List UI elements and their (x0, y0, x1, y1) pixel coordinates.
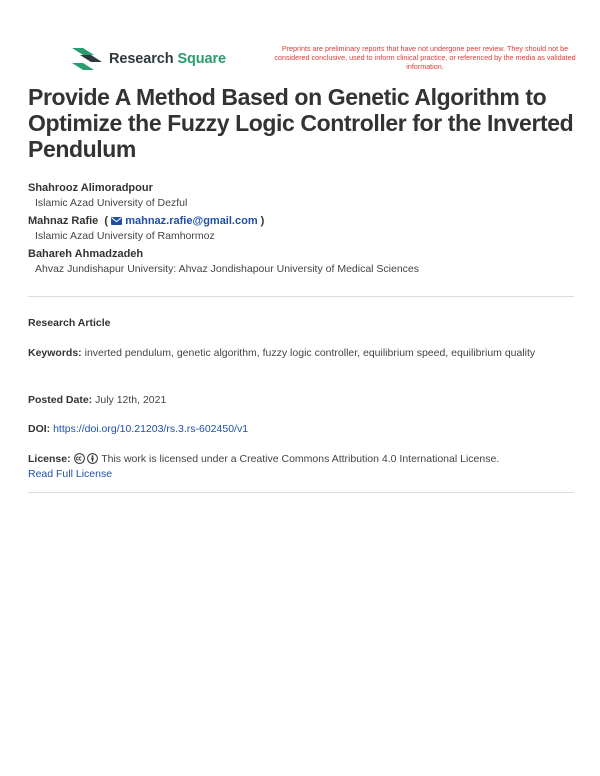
header (72, 44, 576, 78)
envelope-icon (111, 217, 122, 225)
posted-date-value: July 12th, 2021 (95, 394, 167, 406)
creative-commons-icon (74, 453, 85, 464)
author-name: Bahareh Ahmadzadeh (28, 248, 144, 260)
posted-date (28, 393, 574, 408)
author-name: Shahrooz Alimoradpour (28, 182, 153, 194)
author-name-line (28, 214, 576, 229)
author-entry (28, 247, 576, 277)
keywords-value: inverted pendulum, genetic algorithm, fuzzy logic controller, equilibrium speed, equilibrium quality (84, 347, 536, 359)
author-affiliation: Ahvaz Jundishapur University: Ahvaz Jondishapour University of Medical Sciences (35, 263, 420, 275)
logo-text (109, 51, 226, 67)
author-email-link[interactable]: mahnaz.rafie@gmail.com (125, 215, 258, 227)
email-open-paren: ( (104, 215, 109, 227)
doi-link[interactable]: https://doi.org/10.21203/rs.3.rs-602450/v1 (53, 423, 249, 435)
author-name: Mahnaz Rafie (28, 215, 99, 227)
paper-title: Provide A Method Based on Genetic Algorithm to Optimize the Fuzzy Logic Controller for the Inverted Pendulum (28, 84, 574, 162)
author-entry (28, 181, 576, 211)
license-label: License: (28, 453, 71, 465)
author-list (28, 181, 576, 280)
posted-date-label: Posted Date: (28, 394, 93, 406)
divider (28, 492, 574, 493)
read-full-license-link[interactable]: Read Full License (28, 468, 113, 480)
research-square-logo-icon (72, 48, 102, 70)
logo[interactable] (72, 48, 226, 70)
logo-primary: Research (109, 51, 174, 67)
author-affiliation: Islamic Azad University of Ramhormoz (35, 230, 215, 242)
author-affiliation: Islamic Azad University of Dezful (35, 197, 188, 209)
author-entry (28, 214, 576, 244)
email-close-paren: ) (260, 215, 265, 227)
keywords (28, 346, 574, 361)
doi (28, 422, 574, 437)
keywords-label: Keywords: (28, 347, 82, 359)
preprint-disclaimer: Preprints are preliminary reports that have not undergone peer review. They should not be considered conclusive, used to inform clinical practice, or referenced by the media as validated information. (274, 44, 576, 71)
license (28, 452, 574, 482)
logo-secondary: Square (177, 51, 226, 67)
license-text: This work is licensed under a Creative Commons Attribution 4.0 International License. (101, 453, 500, 465)
attribution-icon (87, 453, 98, 464)
article-type: Research Article (28, 317, 111, 329)
doi-label: DOI: (28, 423, 51, 435)
divider (28, 296, 574, 297)
